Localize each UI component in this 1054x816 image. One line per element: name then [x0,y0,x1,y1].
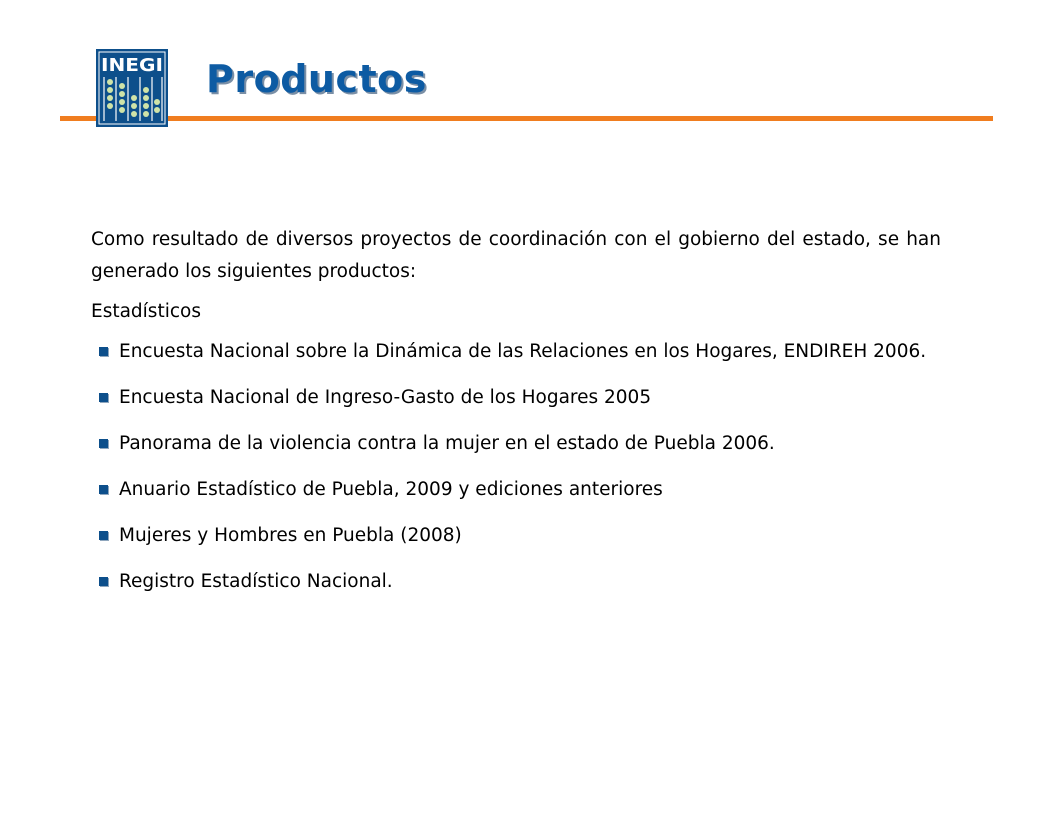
list-item [91,524,941,548]
list-item-text: Anuario Estadístico de Puebla, 2009 y ediciones anteriores [119,479,663,500]
square-bullet-icon [99,485,108,494]
list-item [91,570,941,594]
header-divider [60,116,993,121]
products-list [91,340,941,594]
list-item-text: Registro Estadístico Nacional. [119,571,393,592]
square-bullet-icon [99,531,108,540]
list-item-text: Encuesta Nacional de Ingreso-Gasto de los Hogares 2005 [119,387,652,408]
list-item [91,386,941,410]
intro-paragraph: Como resultado de diversos proyectos de coordinación con el gobierno del estado, se han generado los siguientes productos: [91,229,941,282]
section-label: Estadísticos [91,301,201,322]
svg-text:INEGI: INEGI [101,55,163,76]
page-title: Productos [206,57,427,101]
list-item-text: Panorama de la violencia contra la mujer en el estado de Puebla 2006. [119,433,775,454]
square-bullet-icon [99,577,108,586]
list-item [91,432,941,456]
list-item-text: Encuesta Nacional sobre la Dinámica de las Relaciones en los Hogares, ENDIREH 2006. [119,341,927,362]
square-bullet-icon [99,347,108,356]
main-content [91,224,941,616]
list-item [91,340,941,364]
square-bullet-icon [99,439,108,448]
list-item [91,478,941,502]
list-item-text: Mujeres y Hombres en Puebla (2008) [119,525,462,546]
inegi-logo [96,49,168,127]
square-bullet-icon [99,393,108,402]
